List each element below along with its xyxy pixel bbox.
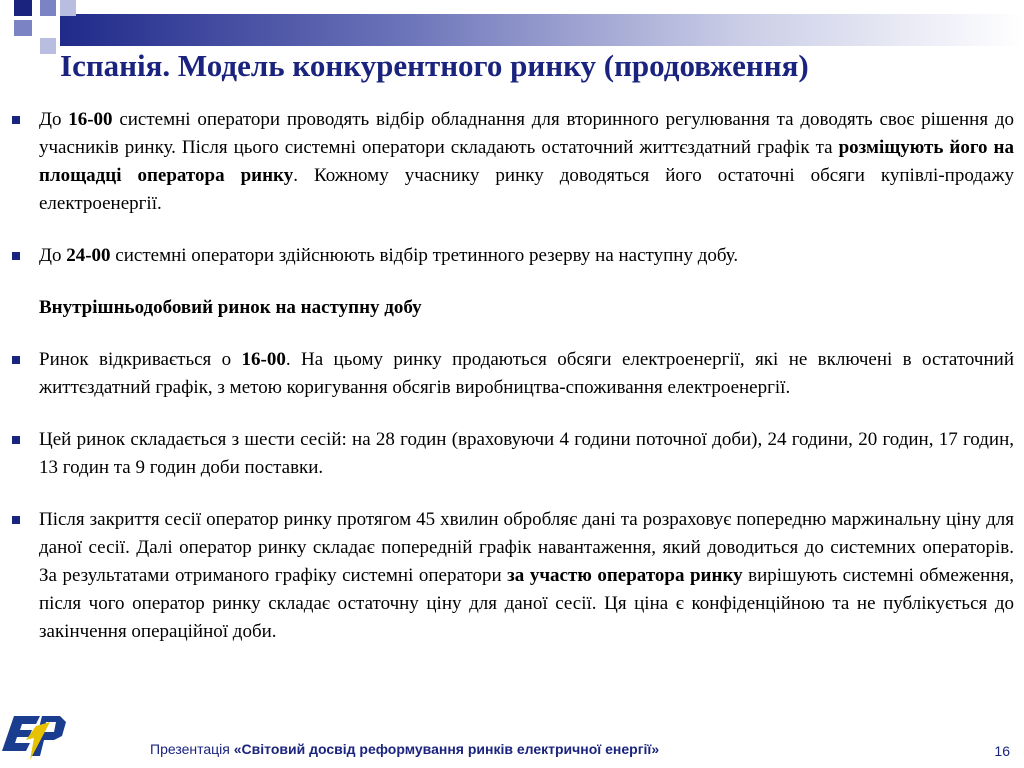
section-subheading: Внутрішньодобовий ринок на наступну добу <box>39 297 422 318</box>
bullet-paragraph: До 16-00 системні оператори проводять відбір обладнання для вторинного регулювання та доводять своє рішення до учасників ринку. Після цього системні оператори складають остаточний життєздатний графік та розміщують його на площадці оператора ринку. Кожному учаснику ринку доводяться його остаточні обсяги купівлі-продажу електроенергії. <box>10 106 1014 218</box>
bullet-paragraph: Цей ринок складається з шести сесій: на 28 годин (враховуючи 4 години поточної доби), 24 години, 20 годин, 17 годин, 13 годин та 9 годин доби поставки. <box>10 426 1014 482</box>
page-number: 16 <box>994 743 1010 759</box>
bullet-paragraph: Після закриття сесії оператор ринку протягом 45 хвилин обробляє дані та розраховує попередню маржинальну ціну для даної сесії. Далі оператор ринку складає попередній графік навантаження, який доводиться до системних операторів. За результатами отриманого графіку системні оператори за участю оператора ринку вирішують системні обмеження, після чого оператор ринку складає остаточну ціну для даної сесії. Ця ціна є конфіденційною та не публікується до закінчення операційної доби. <box>10 506 1014 646</box>
bullet-icon <box>12 436 20 444</box>
bullet-paragraph: Ринок відкривається о 16-00. На цьому ринку продаються обсяги електроенергії, які не включені в остаточний життєздатний графік, з метою коригування обсягів виробництва-споживання електроенергії. <box>10 346 1014 402</box>
bullet-icon <box>12 356 20 364</box>
bullet-paragraph: До 24-00 системні оператори здійснюють відбір третинного резерву на наступну добу. <box>10 242 1014 270</box>
slide-content <box>10 106 1014 646</box>
slide-title: Іспанія. Модель конкурентного ринку (продовження) <box>60 48 809 83</box>
header-gradient-bar <box>60 14 1024 46</box>
footer-text: Презентація «Світовий досвід реформування ринків електричної енергії» <box>150 741 660 757</box>
bullet-icon <box>12 116 20 124</box>
bullet-icon <box>12 516 20 524</box>
bullet-icon <box>12 252 20 260</box>
company-logo-icon <box>0 708 72 763</box>
